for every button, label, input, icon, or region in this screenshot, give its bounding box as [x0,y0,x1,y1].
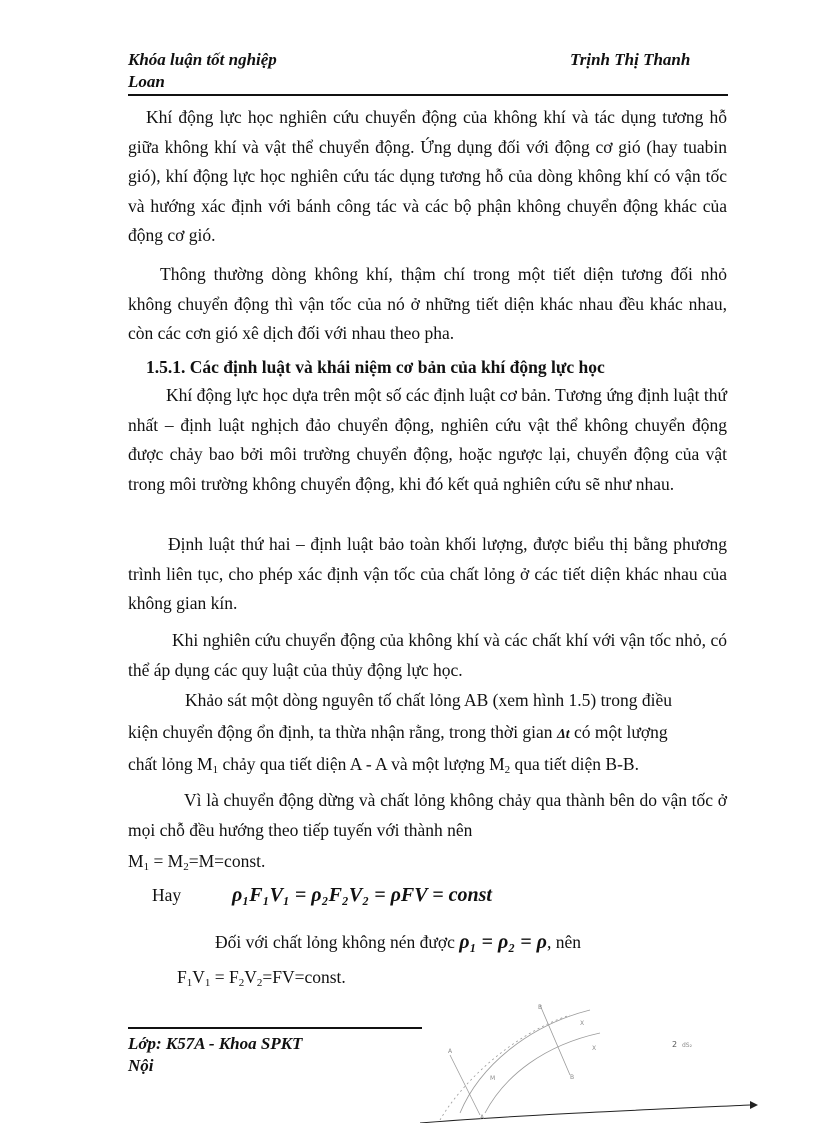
stream-line-dashed [440,1015,570,1120]
stream-tube-figure [420,995,800,1123]
footer-rule [128,1027,422,1029]
paragraph-5: Khi nghiên cứu chuyển động của không khí và các chất khí với vận tốc nhỏ, có thể áp dụng các quy luật của thủy động lực học. [128,630,727,680]
footer-left: Lớp: K57A - Khoa SPKT [128,1034,303,1053]
header-rule [128,94,728,96]
header-right: Trịnh Thị Thanh [570,50,691,69]
incompressible-line: Đối với chất lỏng không nén được ρ₁ = ρ₂ = ρ, nên [215,931,581,953]
paragraph-2: Thông thường dòng không khí, thậm chí trong một tiết diện tương đối nhỏ không chuyển động thì vận tốc của nó ở những tiết diện khác nhau đều khác nhau, còn các cơn gió xê dịch đối với nhau theo pha. [128,264,727,343]
density-equality: ρ₁ = ρ₂ = ρ [459,931,547,953]
axis-arrow-icon [750,1101,758,1109]
stream-line-outer [460,1010,590,1113]
paragraph-1: Khí động lực học nghiên cứu chuyển động của không khí và tác dụng tương hỗ giữa không khí và vật thể chuyển động. Ứng dụng đối với động cơ gió (hay tuabin gió), khí động lực học nghiên cứu tác dụng tương hỗ của dòng không khí có vận tốc và hướng xác định với bánh công tác và các bộ phận không chuyển động khác của động cơ gió. [128,107,727,245]
hay-label: Hay [152,885,182,905]
figure-label-b-bottom: B [570,1074,575,1081]
paragraph-6-line-1: Khảo sát một dòng nguyên tố chất lỏng AB (xem hình 1.5) trong điều [185,690,673,710]
header-left: Khóa luận tốt nghiệp [128,50,277,69]
paragraph-6-line-2: kiện chuyển động ổn định, ta thừa nhận rằng, trong thời gian Δt có một lượng [128,722,668,742]
axis-line [420,1105,750,1123]
figure-label-x2: X [592,1045,597,1052]
paragraph-3: Khí động lực học dựa trên một số các định luật cơ bản. Tương ứng định luật thứ nhất – định luật nghịch đảo chuyển động, nghiên cứu vật thể không chuyển động được chảy bao bởi môi trường chuyển động, hoặc ngược lại, chuyển động của vật trong môi trường không chuyển động, khi đó kết quả nghiên cứu sẽ như nhau. [128,385,727,494]
continuity-equation: ρ₁F₁V₁ = ρ₂F₂V₂ = ρFV = const [232,884,492,906]
delta-t-symbol: Δt [556,727,570,742]
figure-label-2: 2 [672,1040,678,1049]
figure-label-x1: X [580,1020,585,1027]
header-continuation: Loan [128,72,165,91]
figure-label-m: M [490,1075,496,1082]
paragraph-6-line-3: chất lỏng $M_1$ chảy qua tiết diện A - A và một lượng $M_2$ qua tiết diện B-B. [128,754,639,776]
figure-label-a-bottom: A [480,1114,485,1121]
figure-label-a-top: A [448,1048,453,1055]
section-heading: 1.5.1. Các định luật và khái niệm cơ bản của khí động lực học [146,357,605,377]
equation-mass: $M_1$ = $M_2=M=const$. [128,851,266,873]
paragraph-4: Định luật thứ hai – định luật bảo toàn khối lượng, được biểu thị bằng phương trình liên tục, cho phép xác định vận tốc của chất lỏng ở các tiết diện khác nhau của không gian kín. [128,534,727,613]
stream-line-inner [485,1033,600,1113]
section-b-line [540,1005,570,1075]
footer-continuation: Nội [128,1056,154,1075]
equation-flow: $F_1V_1$ = $F_2V_2=FV=const$. [177,967,346,989]
figure-label-b-top: B [538,1004,543,1011]
paragraph-7: Vì là chuyển động dừng và chất lỏng không chảy qua thành bên do vận tốc ở mọi chỗ đều hướng theo tiếp tuyến với thành nên [128,790,727,840]
figure-label-ds2: dS₂ [682,1042,693,1049]
